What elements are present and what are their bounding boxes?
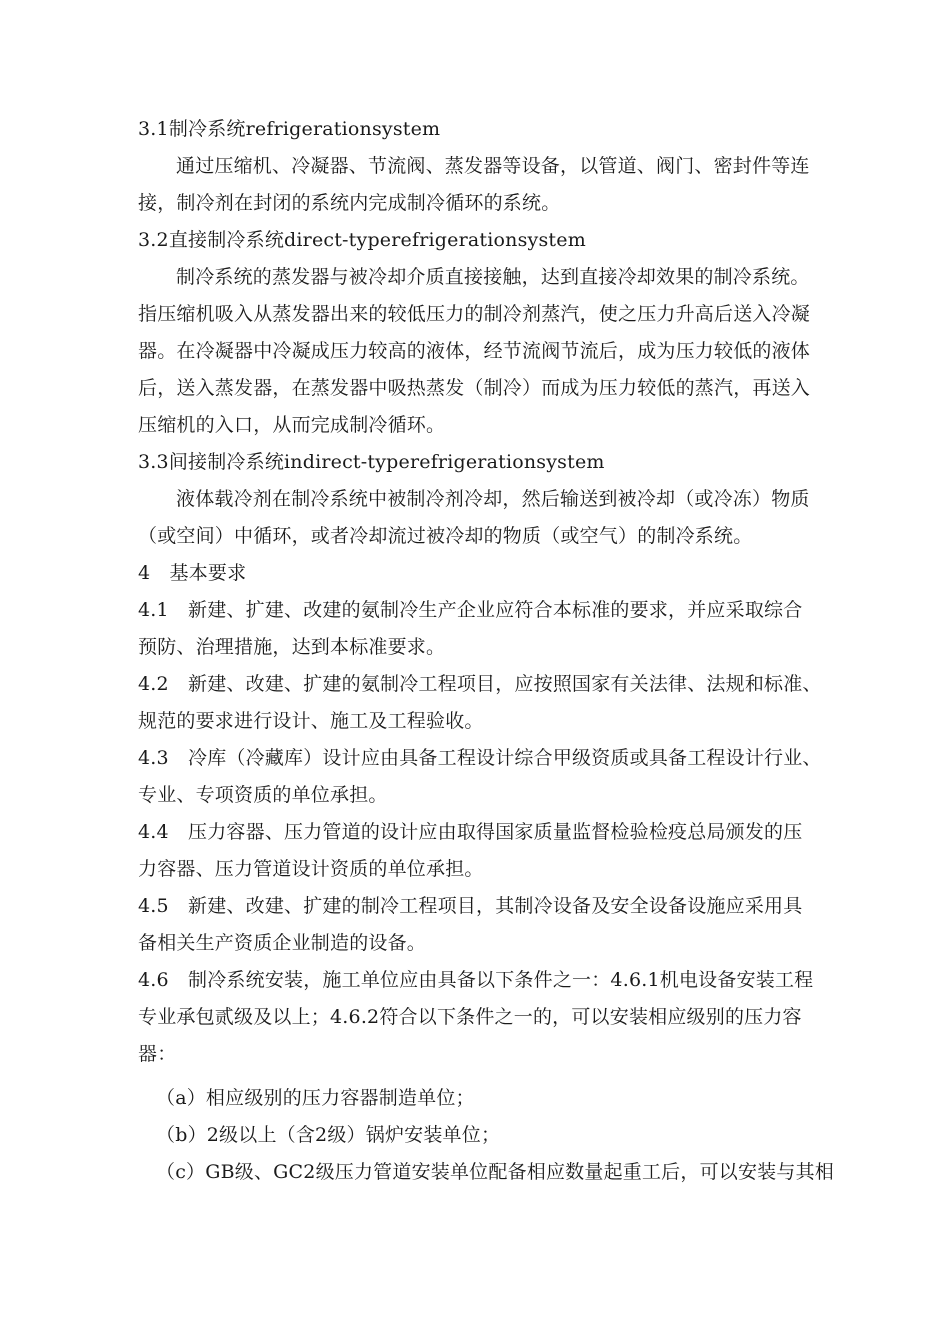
list-item-c: （c）GB级、GC2级压力管道安装单位配备相应数量起重工后，可以安装与其相 [156, 1161, 834, 1183]
section-4-heading: 4 基本要求 [138, 562, 247, 584]
section-4-5-line: 4.5 新建、改建、扩建的制冷工程项目，其制冷设备及安全设备设施应采用具 [138, 895, 803, 917]
section-3-2-paragraph-line: 器。在冷凝器中冷凝成压力较高的液体，经节流阀节流后，成为压力较低的液体 [138, 340, 811, 362]
section-4-2-line: 4.2 新建、改建、扩建的氨制冷工程项目，应按照国家有关法律、法规和标准、 [138, 673, 822, 695]
section-3-2-paragraph-line: 制冷系统的蒸发器与被冷却介质直接接触，达到直接冷却效果的制冷系统。 [176, 266, 810, 288]
section-4-1-line: 预防、治理措施，达到本标准要求。 [138, 636, 446, 658]
section-4-3-line: 4.3 冷库（冷藏库）设计应由具备工程设计综合甲级资质或具备工程设计行业、 [138, 747, 822, 769]
section-4-4-line: 力容器、压力管道设计资质的单位承担。 [138, 858, 484, 880]
section-3-1-paragraph-line: 接，制冷剂在封闭的系统内完成制冷循环的系统。 [138, 192, 561, 214]
list-item-a: （a）相应级别的压力容器制造单位； [156, 1087, 475, 1109]
section-3-2-heading: 3.2直接制冷系统direct-typerefrigerationsystem [138, 229, 586, 251]
section-3-3-paragraph-line: 液体载冷剂在制冷系统中被制冷剂冷却，然后输送到被冷却（或冷冻）物质 [176, 488, 810, 510]
section-4-6-line: 专业承包贰级及以上；4.6.2符合以下条件之一的，可以安装相应级别的压力容 [138, 1006, 802, 1028]
section-3-3-heading: 3.3间接制冷系统indirect-typerefrigerationsystem [138, 451, 605, 473]
section-4-2-line: 规范的要求进行设计、施工及工程验收。 [138, 710, 484, 732]
section-3-1-heading: 3.1制冷系统refrigerationsystem [138, 118, 441, 140]
section-4-1-line: 4.1 新建、扩建、改建的氨制冷生产企业应符合本标准的要求，并应采取综合 [138, 599, 803, 621]
list-item-b: （b）2级以上（含2级）锅炉安装单位； [156, 1124, 501, 1146]
section-4-4-line: 4.4 压力容器、压力管道的设计应由取得国家质量监督检验检疫总局颁发的压 [138, 821, 803, 843]
section-4-6-line: 4.6 制冷系统安装，施工单位应由具备以下条件之一：4.6.1机电设备安装工程 [138, 969, 814, 991]
section-3-2-paragraph-line: 指压缩机吸入从蒸发器出来的较低压力的制冷剂蒸汽，使之压力升高后送入冷凝 [138, 303, 811, 325]
section-3-3-paragraph-line: （或空间）中循环，或者冷却流过被冷却的物质（或空气）的制冷系统。 [138, 525, 753, 547]
section-4-3-line: 专业、专项资质的单位承担。 [138, 784, 388, 806]
section-3-2-paragraph-line: 压缩机的入口，从而完成制冷循环。 [138, 414, 446, 436]
section-3-1-paragraph-line: 通过压缩机、冷凝器、节流阀、蒸发器等设备，以管道、阀门、密封件等连 [176, 155, 810, 177]
section-3-2-paragraph-line: 后，送入蒸发器，在蒸发器中吸热蒸发（制冷）而成为压力较低的蒸汽，再送入 [138, 377, 811, 399]
section-4-5-line: 备相关生产资质企业制造的设备。 [138, 932, 427, 954]
section-4-6-line: 器： [138, 1043, 177, 1065]
